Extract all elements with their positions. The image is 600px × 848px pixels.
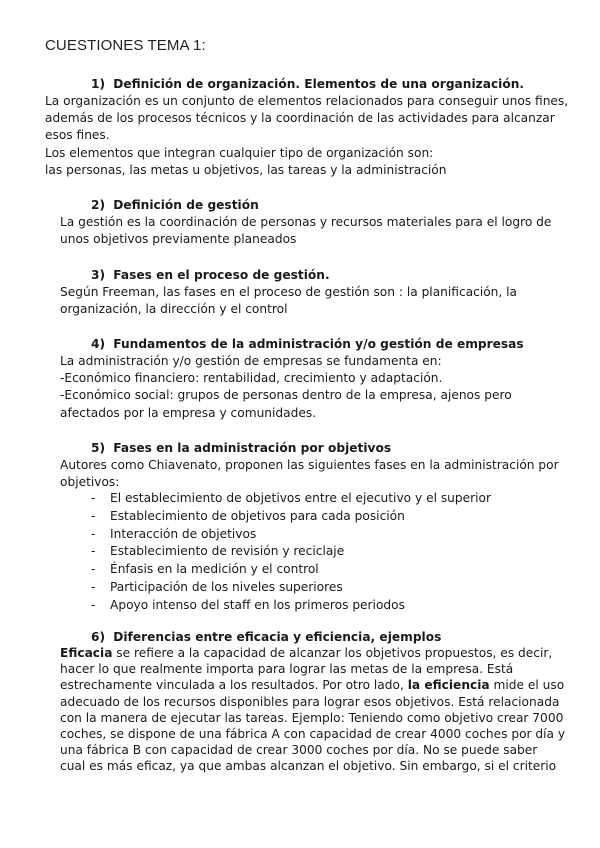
text-line: unos objetivos previamente planeados (60, 232, 297, 247)
section-2-title: Definición de gestión (113, 198, 259, 212)
section-1-heading (91, 77, 524, 91)
bullet-dash: - (91, 526, 96, 541)
text-line: coches, se dispone de una fábrica A con capacidad de crear 4000 coches por día y (60, 727, 566, 742)
bullet-dash: - (91, 562, 96, 577)
list-item: - Énfasis en la medición y el control (91, 561, 491, 579)
list-item: - Participación de los niveles superiores (91, 579, 491, 597)
bullet-dash: - (91, 597, 96, 612)
text-line: La organización es un conjunto de elementos relacionados para conseguir unos fines, (45, 94, 569, 108)
section-3-number: 3) (91, 268, 106, 282)
text-line: Los elementos que integran cualquier tipo de organización son: (45, 145, 434, 160)
text-line: objetivos: (60, 475, 120, 490)
text-line: adecuado de los recursos disponibles para lograr esos objetivos. Está relacionada (60, 694, 560, 709)
section-5-title: Fases en la administración por objetivos (113, 441, 392, 455)
section-2-body (60, 214, 551, 248)
section-4-heading (91, 337, 524, 351)
section-2-heading (91, 198, 259, 212)
section-2-number: 2) (91, 198, 106, 212)
bullet-dash: - (91, 579, 96, 594)
text-line: las personas, las metas u objetivos, las tareas y la administración (45, 162, 447, 177)
section-6-title: Diferencias entre eficacia y eficiencia, ejemplos (113, 630, 442, 644)
text-line: además de los procesos técnicos y la coordinación de las actividades para alcanzar (45, 111, 555, 126)
list-item: - Apoyo intenso del staff en los primeros periodos (91, 597, 491, 615)
bullet-dash: - (91, 491, 96, 505)
list-item: - Interacción de objetivos (91, 526, 491, 544)
text-line: Autores como Chiavenato, proponen las siguientes fases en la administración por (60, 458, 559, 472)
section-5-number: 5) (91, 441, 106, 455)
text-line: -Económico financiero: rentabilidad, crecimiento y adaptación. (60, 371, 443, 386)
section-1-title: Definición de organización. Elementos de una organización. (113, 77, 525, 91)
section-6-body (60, 645, 565, 775)
term-eficacia: Eficacia (60, 646, 113, 660)
section-4-title: Fundamentos de la administración y/o gestión de empresas (113, 337, 524, 351)
section-1-body (45, 93, 568, 179)
text-line: estrechamente vinculada a los resultados. Por otro lado, la eficiencia mide el uso (60, 678, 565, 693)
term-eficiencia: la eficiencia (407, 678, 490, 693)
text-line: La administración y/o gestión de empresas se fundamenta en: (60, 354, 442, 368)
section-1-number: 1) (91, 77, 106, 91)
section-5-heading (91, 441, 391, 455)
text-line: con la manera de ejecutar las tareas. Ejemplo: Teniendo como objetivo crear 7000 (60, 710, 564, 725)
text-line: hacer lo que realmente importa para lograr las metas de la empresa. Está (60, 662, 514, 677)
bullet-dash: - (91, 508, 96, 523)
section-6-number: 6) (91, 630, 106, 644)
section-5-body (60, 457, 559, 491)
section-4-body (60, 353, 512, 422)
section-3-title: Fases en el proceso de gestión. (113, 268, 330, 282)
bullet-dash: - (91, 544, 96, 559)
text-line: esos fines. (45, 128, 110, 143)
text-line: organización, la dirección y el control (60, 302, 288, 317)
text-line: cual es más eficaz, ya que ambas alcanzan el objetivo. Sin embargo, si el criterio (60, 759, 557, 774)
text-line: afectados por la empresa y comunidades. (60, 405, 317, 420)
text-line: Según Freeman, las fases en el proceso de gestión son : la planificación, la (60, 285, 517, 299)
section-3-body (60, 284, 517, 318)
list-item: - Establecimiento de revisión y reciclaje (91, 543, 491, 561)
section-4-number: 4) (91, 337, 106, 351)
text-line: Eficacia se refiere a la capacidad de alcanzar los objetivos propuestos, es decir, (60, 646, 553, 660)
section-6-heading (91, 630, 441, 644)
document-title: CUESTIONES TEMA 1: (45, 37, 206, 54)
text-line: -Económico social: grupos de personas dentro de la empresa, ajenos pero (60, 388, 512, 403)
list-item: - El establecimiento de objetivos entre el ejecutivo y el superior (91, 490, 491, 508)
text-line: La gestión es la coordinación de personas y recursos materiales para el logro de (60, 215, 552, 229)
section-3-heading (91, 268, 330, 282)
section-5-phase-list (91, 490, 491, 615)
list-item: - Establecimiento de objetivos para cada posición (91, 508, 491, 526)
text-line: una fábrica B con capacidad de crear 3000 coches por día. No se puede saber (60, 743, 538, 758)
